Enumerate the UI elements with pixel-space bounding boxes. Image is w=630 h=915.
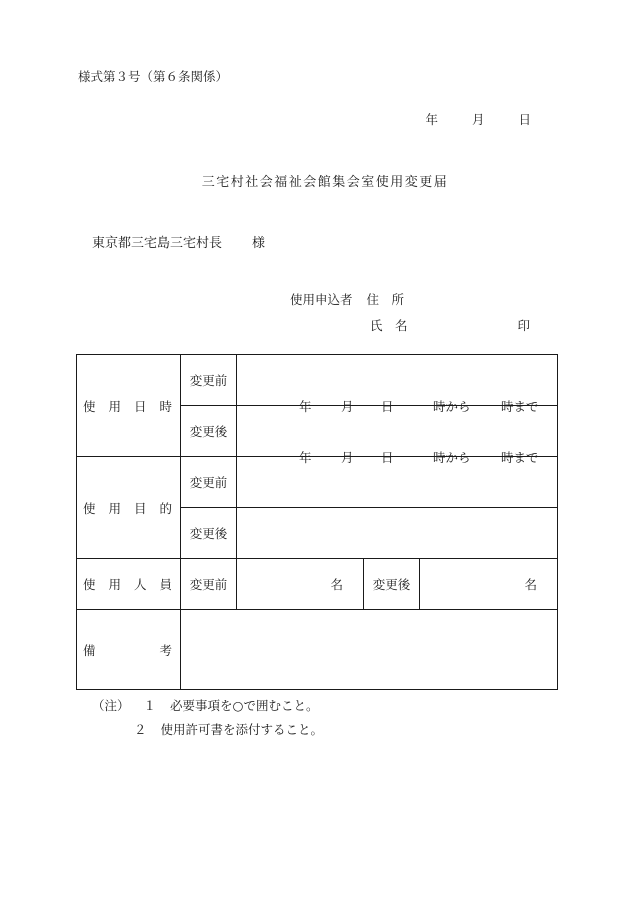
change-request-table (76, 354, 558, 690)
remarks-label: 備 考 (77, 610, 181, 690)
note-2: ２ 使用許可書を添付すること。 (134, 722, 324, 737)
usage-people-label: 使 用 人 員 (77, 559, 181, 610)
note-1: （注） １ 必要事項を○で囲むこと。 (92, 698, 319, 713)
datetime-after-field[interactable]: 年 月 日 時から 時まで (237, 406, 558, 457)
date-day: 日 (518, 112, 531, 127)
datetime-before-field[interactable]: 年 月 日 時から 時まで (237, 355, 558, 406)
datetime-before-label: 変更前 (181, 355, 237, 406)
date-year: 年 (425, 112, 438, 127)
form-title: 三宅村社会福祉会館集会室使用変更届 (201, 175, 449, 190)
usage-datetime-label: 使 用 日 時 (77, 355, 181, 457)
address-label: 住 所 (366, 292, 405, 307)
addressee-honorific: 様 (252, 236, 266, 251)
purpose-before-label: 変更前 (181, 457, 237, 508)
applicant-address-row (290, 290, 404, 308)
usage-purpose-label: 使 用 目 的 (77, 457, 181, 559)
purpose-after-field[interactable] (237, 508, 558, 559)
addressee (92, 232, 265, 251)
people-after-field[interactable] (420, 559, 558, 610)
applicant-label: 使用申込者 (290, 292, 353, 307)
people-before-label: 変更前 (181, 559, 237, 610)
purpose-after-label: 変更後 (181, 508, 237, 559)
addressee-name: 東京都三宅島三宅村長 (92, 236, 223, 251)
datetime-after-label: 変更後 (181, 406, 237, 457)
applicant-name-row (370, 316, 530, 334)
seal-mark: 印 (517, 318, 531, 333)
people-before-unit: 名 (330, 577, 343, 592)
date-month: 月 (471, 112, 485, 127)
notes (92, 694, 323, 742)
date-line (425, 110, 531, 128)
people-after-label: 変更後 (364, 559, 420, 610)
form-number: 様式第３号（第６条関係） (78, 69, 229, 84)
name-label: 氏 名 (370, 318, 408, 333)
remarks-field[interactable] (181, 610, 558, 690)
notes-prefix: （注） (92, 698, 130, 713)
people-after-unit: 名 (524, 577, 538, 592)
people-before-field[interactable] (237, 559, 364, 610)
